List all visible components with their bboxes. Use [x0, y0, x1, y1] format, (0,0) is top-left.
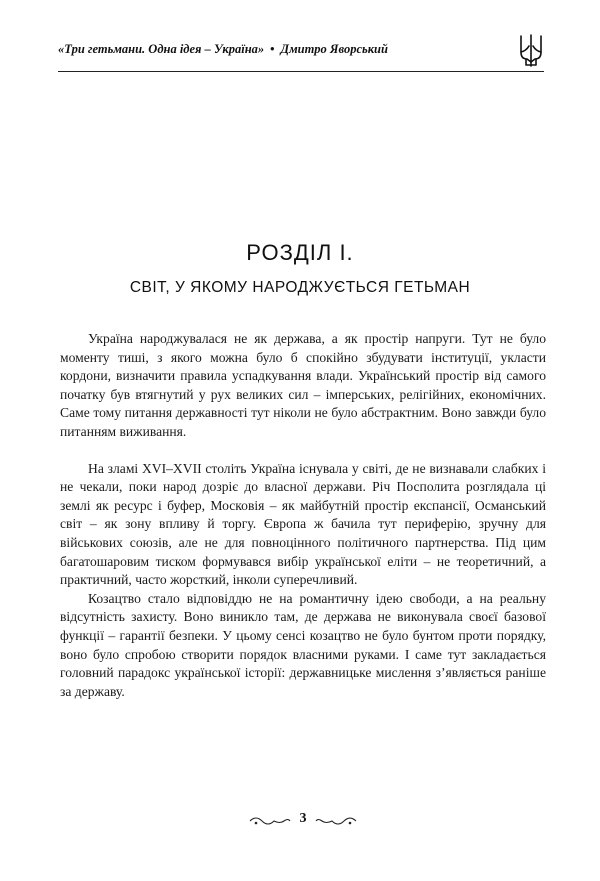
paragraph-2: На зламі XVI–XVII століть Україна існувала у світі, де не визнавали слабких і не чекали, поки народ дозріє до власної держави. Річ Посполита розглядала ці землі як ресурс і буфер, Московія – як майбутній простір експансії, Османський світ – як зону впливу й торгу. Європа ж бачила тут периферію, зручну для військових союзів, але не для повноцінного політичного партнерства. Під цим багатошаровим тиском формувався вибір української еліти – не теоретичний, а практичний, часто жорсткий, інколи суперечливий. [60, 460, 546, 588]
flourish-ornament-icon [248, 814, 292, 828]
paragraph-3: Козацтво стало відповіддю не на романтичну ідею свободи, а на реальну відсутність захисту. Воно виникло там, де держава не виконувала своєї базової функції – гарантії безпеки. У цьому сенсі козацтво не було бунтом проти порядку, воно було спробою створити порядок власними руками. І саме тут закладається головний парадокс української історії: державницьке мислення з’являється раніше за державу. [60, 590, 546, 699]
chapter-subtitle: СВІТ, У ЯКОМУ НАРОДЖУЄТЬСЯ ГЕТЬМАН [129, 279, 471, 296]
running-header [58, 40, 544, 70]
body-text [60, 330, 546, 701]
author-name: Дмитро Яворський [280, 42, 388, 56]
paragraph-1: Україна народжувалася не як держава, а як простір напруги. Тут не було моменту тиші, з якого можна було б спокійно збудувати інституції, укласти кордони, визначити правила успадкування влади. Український простір від самого початку був втягнутий у рух великих сил – імперських, релігійних, економічних. Саме тому питання державності тут ніколи не було абстрактним. Воно завжди було питанням виживання. [60, 331, 546, 439]
page-number: 3 [299, 811, 307, 826]
trident-icon [518, 32, 544, 68]
chapter-title: РОЗДІЛ І. [246, 240, 354, 265]
header-separator: • [270, 42, 275, 56]
header-rule [58, 71, 544, 72]
book-title: «Три гетьмани. Одна ідея – Україна» [58, 42, 265, 56]
flourish-ornament-icon [314, 814, 358, 828]
header-text [58, 42, 388, 57]
page-footer [0, 810, 600, 834]
